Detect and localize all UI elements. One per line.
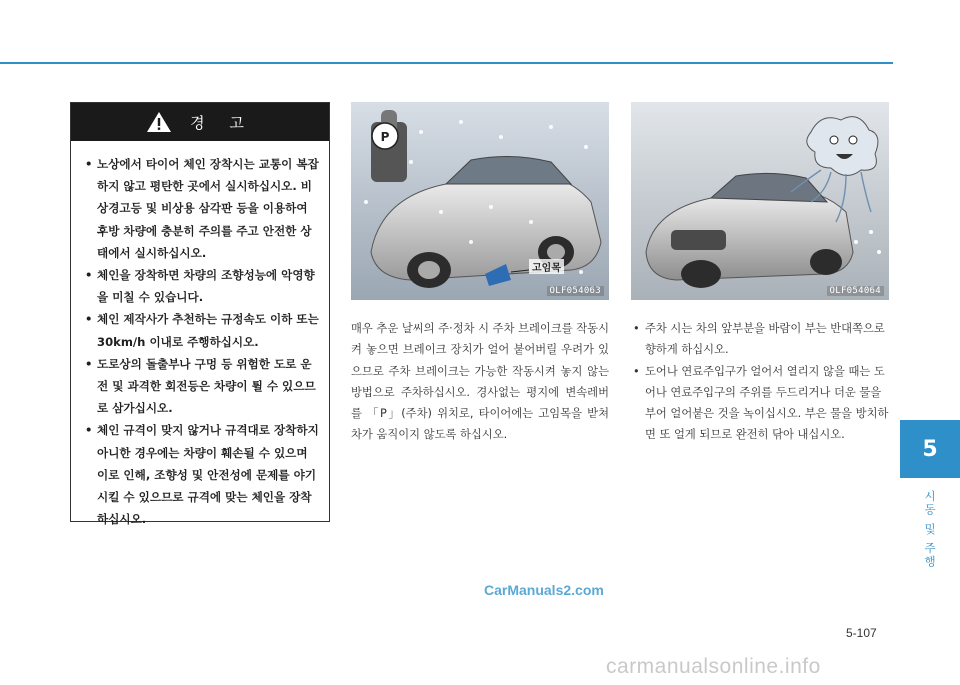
chock-label: 고임목 <box>529 259 564 274</box>
chapter-title: 시동 및 주행 <box>923 490 937 569</box>
warning-title: 경 고 <box>190 113 254 132</box>
figure-wind-direction <box>631 102 889 300</box>
warning-item: • 도로상의 돌출부나 구멍 등 위험한 도로 운전 및 과격한 회전등은 차량이 튈 수 있으므로 삼가십시오. <box>85 353 319 420</box>
figure-code: OLF054063 <box>547 286 604 296</box>
warning-header <box>71 103 329 141</box>
svg-text:P: P <box>380 130 390 144</box>
car-illustration <box>351 102 609 300</box>
parking-brake-paragraph: 매우 추운 날씨의 주·정차 시 주차 브레이크를 작동시켜 놓으면 브레이크 장치가 얼어 붙어버릴 우려가 있으므로 주차 브레이크는 가능한 작동시켜 놓지 않는 방법으로 주차하십시오. 경사없는 평지에 변속레버를 「P」(주차) 위치로, 타이어에는 고임목을 받쳐 차가 움직이지 않도록 하십시오. <box>351 322 609 442</box>
car-wind-illustration <box>631 102 889 300</box>
warning-triangle-icon <box>146 111 172 133</box>
figure-parking-chock <box>351 102 609 300</box>
warning-list <box>71 141 329 530</box>
winter-parking-list <box>631 318 891 446</box>
warning-item: • 체인을 장착하면 차량의 조향성능에 악영향을 미칠 수 있습니다. <box>85 264 319 308</box>
site-watermark[interactable]: CarManuals2.com <box>484 582 604 598</box>
chapter-tab[interactable] <box>900 420 960 478</box>
warning-item: • 체인 규격이 맞지 않거나 규격대로 장착하지 아니한 경우에는 차량이 훼손될 수 있으며 이로 인해, 조향성 및 안전성에 문제를 야기시킬 수 있으므로 규격에 맞는 체인을 장착하십시오. <box>85 419 319 530</box>
list-item: • 주차 시는 차의 앞부분을 바람이 부는 반대쪽으로 향하게 하십시오. <box>631 318 891 361</box>
top-rule <box>0 62 893 64</box>
footer-watermark: carmanualsonline.info <box>606 655 821 678</box>
warning-item: • 체인 제작사가 추천하는 규정속도 이하 또는 30km/h 이내로 주행하십시오. <box>85 308 319 352</box>
warning-item: • 노상에서 타이어 체인 장착시는 교통이 복잡하지 않고 평탄한 곳에서 실시하십시오. 비상경고등 및 비상용 삼각판 등을 이용하여 후방 차량에 충분히 주의를 주고 안전한 상태에서 실시하십시오. <box>85 153 319 264</box>
page-number: 5-107 <box>846 626 877 640</box>
list-item: • 도어나 연료주입구가 얼어서 열리지 않을 때는 도어나 연료주입구의 주위를 두드리거나 더운 물을 부어 얼어붙은 것을 녹이십시오. 부은 물을 방치하면 또 얼게 되므로 완전히 닦아 내십시오. <box>631 361 891 446</box>
chapter-number: 5 <box>922 436 938 462</box>
figure-code: OLF054064 <box>827 286 884 296</box>
warning-box <box>70 102 330 527</box>
